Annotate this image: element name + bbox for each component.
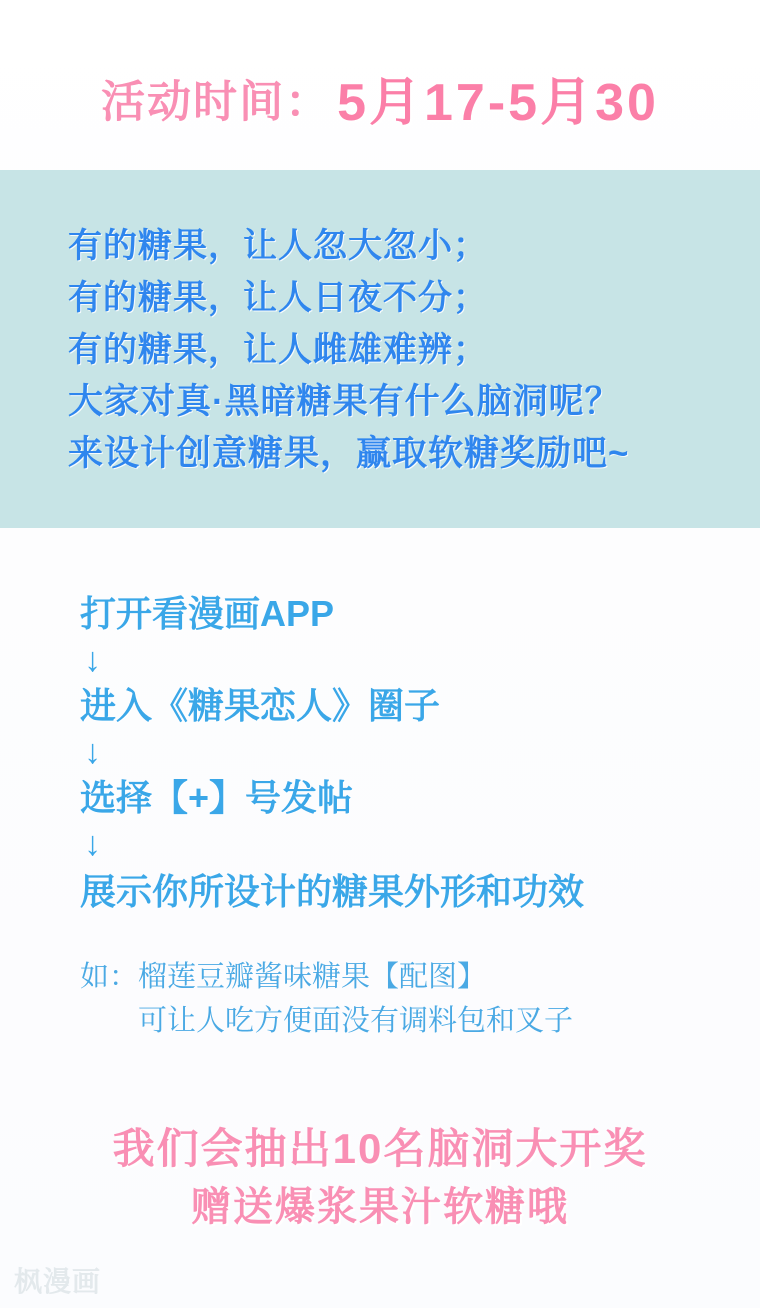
steps-list — [0, 590, 760, 918]
event-date-range: 5月17-5月30 — [337, 74, 659, 132]
intro-panel — [0, 170, 760, 528]
prize-line-1: 我们会抽出10名脑洞大开奖 — [112, 1125, 648, 1172]
intro-line: 有的糖果，让人日夜不分； — [68, 279, 488, 317]
intro-line: 大家对真·黑暗糖果有什么脑洞呢？ — [68, 382, 621, 421]
intro-line: 来设计创意糖果，赢取软糖奖励吧~ — [68, 434, 630, 473]
step-item-2: 进入《糖果恋人》圈子 — [80, 685, 441, 726]
example-line-2: 可让人吃方便面没有调料包和叉子 — [138, 1005, 574, 1037]
event-time-label: 活动时间： — [101, 77, 332, 127]
intro-line: 有的糖果，让人雌雄难辨； — [68, 331, 488, 369]
step-item-4: 展示你所设计的糖果外形和功效 — [80, 871, 585, 912]
event-time-header — [0, 60, 760, 135]
down-arrow-icon: ↓ — [84, 733, 101, 771]
step-item-3: 选择【+】号发帖 — [80, 777, 354, 818]
prize-block — [0, 1120, 760, 1236]
down-arrow-icon: ↓ — [84, 825, 101, 863]
down-arrow-icon: ↓ — [84, 641, 101, 679]
step-item-1: 打开看漫画APP — [80, 593, 335, 634]
intro-line: 有的糖果，让人忽大忽小； — [68, 227, 488, 265]
example-line-1: 如：榴莲豆瓣酱味糖果【配图】 — [80, 961, 487, 993]
watermark-logo: 枫漫画 — [14, 1266, 102, 1297]
example-block — [0, 955, 760, 1043]
prize-line-2: 赠送爆浆果汁软糖哦 — [191, 1185, 569, 1229]
